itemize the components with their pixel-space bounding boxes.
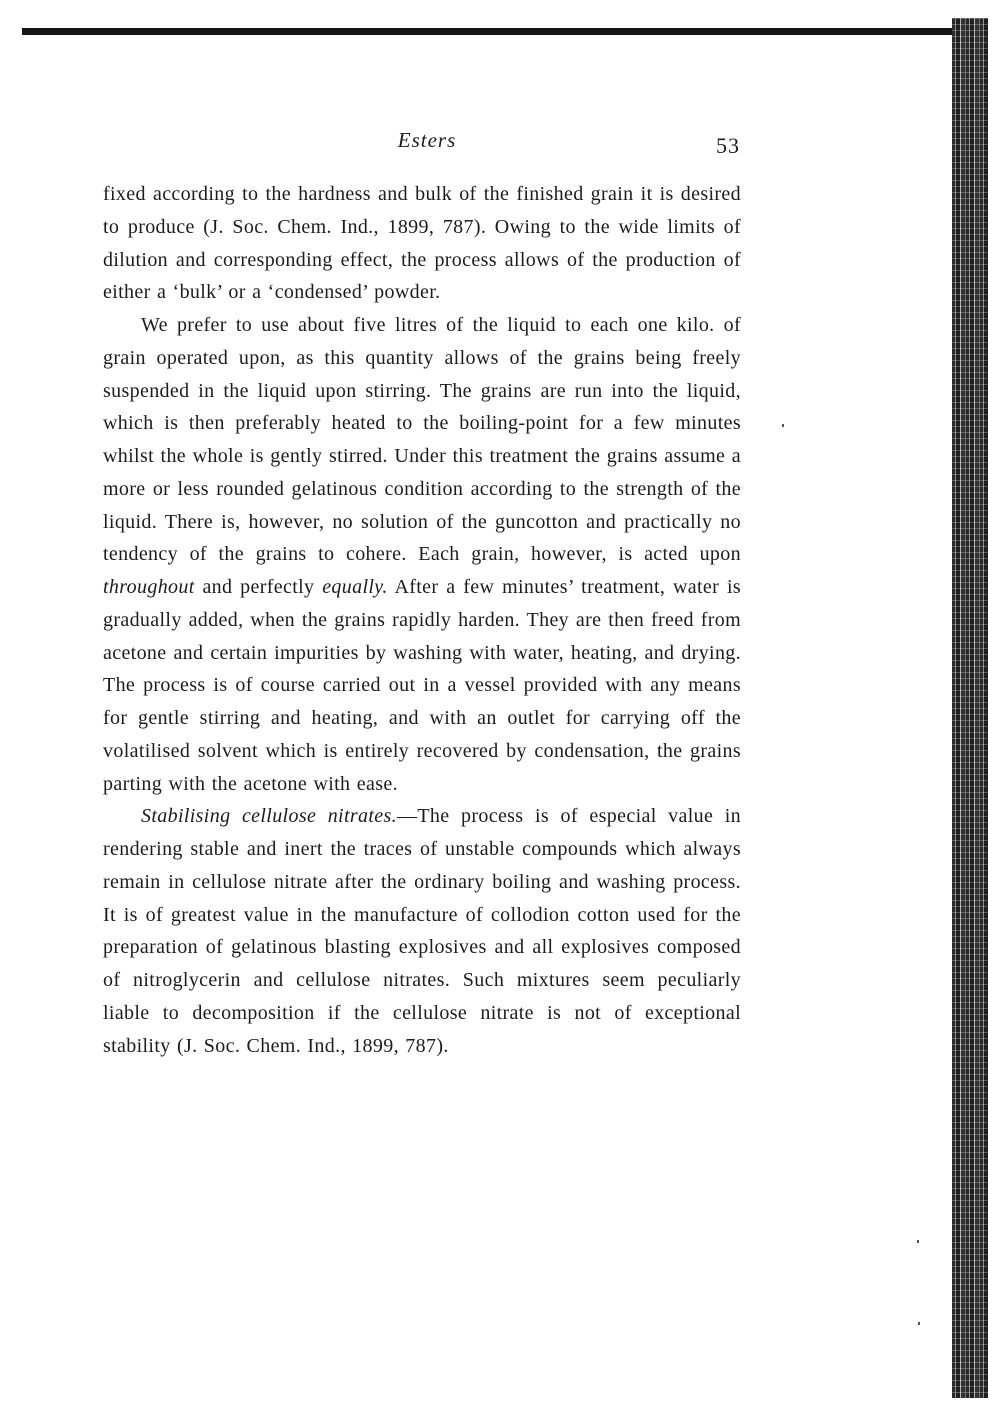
chapter-title: Esters (397, 128, 457, 152)
paragraph-stabilising (103, 800, 741, 1062)
paragraph-text: fixed according to the hardness and bulk of the finished grain it is desired to produce (J. Soc. Chem. Ind., 1899, 787). Owing to the wide limits of dilution and corresponding effect, the process allows of the production of either a ‘bulk’ or a ‘condensed’ powder. (103, 183, 741, 304)
running-head (104, 128, 740, 164)
top-page-rule (22, 28, 952, 35)
page-number: 53 (716, 133, 740, 158)
paragraph-text: After a few minutes’ treatment, water is gradually added, when the grains rapidly harden. They are then freed from acetone and certain impurities by washing with water, heating, and drying. The process is of course carried out in a vessel provided with any means for gentle stirring and heating, and with an outlet for carrying off the volatilised solvent which is entirely recovered by condensation, the grains parting with the acetone with ease. (103, 576, 741, 795)
emphasis-equally: equally. (322, 576, 388, 598)
paragraph-text: and perfectly (194, 576, 323, 598)
paragraph-text: We prefer to use about five litres of the liquid to each one kilo. of grain operated upon, as this quantity allows of the grains being freely suspended in the liquid upon stirring. The grains are run into the liquid, which is then preferably heated to the boiling-point for a few minutes whilst the whole is gently stirred. Under this treatment the grains assume a more or less rounded gelatinous condition according to the strength of the liquid. There is, however, no solution of the guncotton and practically no tendency of the grains to cohere. Each grain, however, is acted upon (103, 314, 741, 566)
scan-speck (917, 1240, 919, 1243)
paragraph-text: —The process is of especial value in rendering stable and inert the traces of unstable compounds which always remain in cellulose nitrate after the ordinary boiling and washing process. It is of greatest value in the manufacture of collodion cotton used for the preparation of gelatinous blasting explosives and all explosives composed of nitroglycerin and cellulose nitrates. Such mixtures seem peculiarly liable to decomposition if the cellulose nitrate is not of exceptional stability (J. Soc. Chem. Ind., 1899, 787). (103, 805, 741, 1057)
scan-speck (782, 424, 784, 427)
book-spine-texture (952, 18, 988, 1398)
emphasis-throughout: throughout (103, 576, 195, 598)
body-text (103, 178, 741, 1062)
section-heading: Stabilising cellulose nitrates. (141, 805, 397, 828)
paragraph-process-description (103, 309, 741, 800)
paragraph-continuation (103, 178, 741, 309)
scan-speck (918, 1322, 920, 1325)
